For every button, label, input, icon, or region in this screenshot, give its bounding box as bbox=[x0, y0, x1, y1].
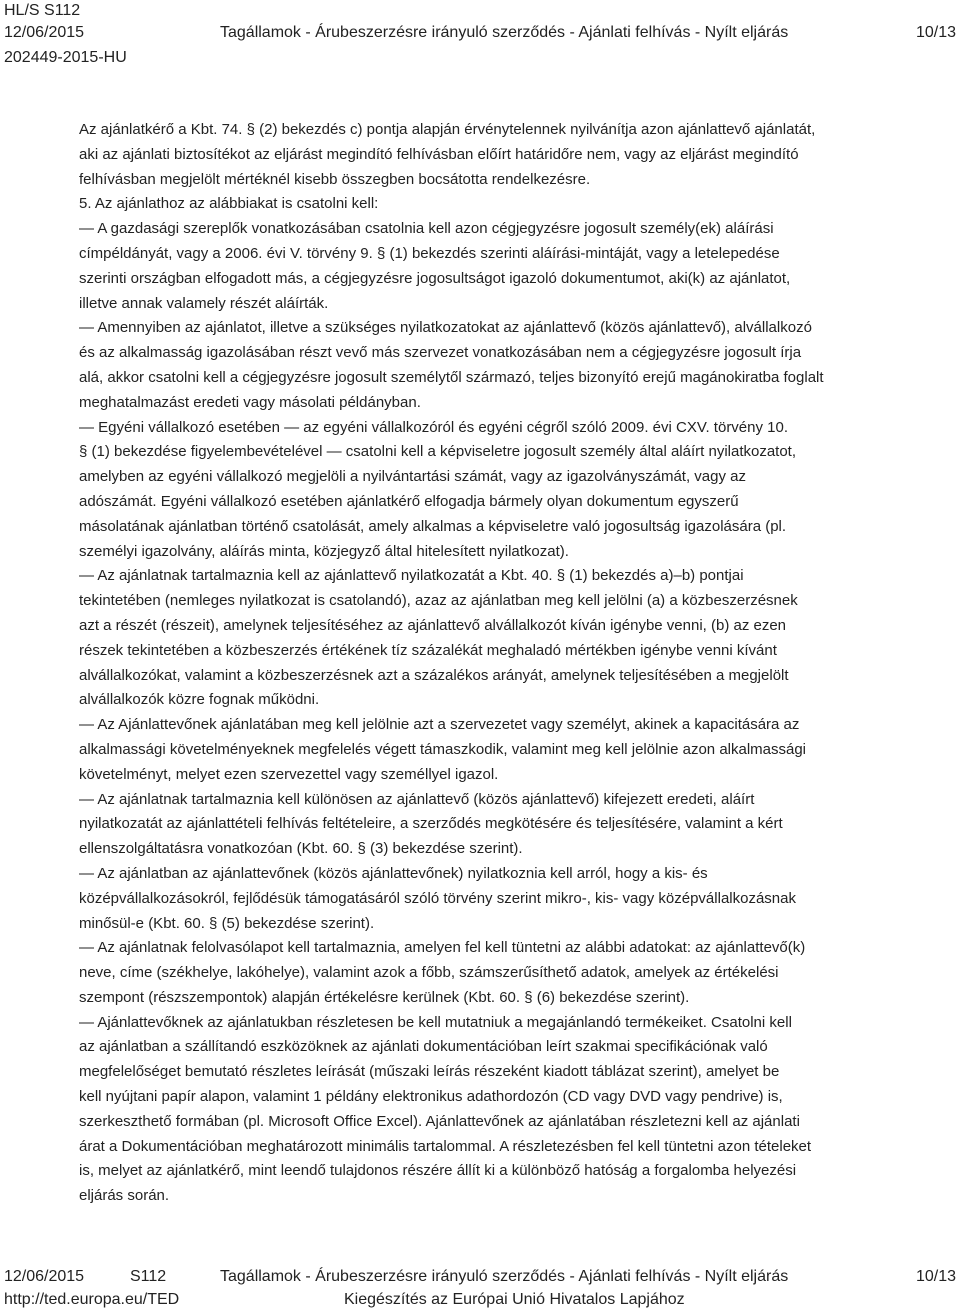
body-line: Az ajánlatkérő a Kbt. 74. § (2) bekezdés c) pontja alapján érvénytelennek nyilvánítja azon ajánlattevő ajánlatát, bbox=[79, 121, 816, 138]
body-line: szerinti országban elfogadott más, a cégjegyzésre jogosultságot igazoló dokumentumot, aki(k) az ajánlatot, bbox=[79, 269, 791, 287]
footer-page-number: 10/13 bbox=[915, 1268, 956, 1285]
body-line: alvállalkozókat, valamint a közbeszerzésnek azt a százalékos arányát, amelynek teljesítésében a megjelölt bbox=[79, 666, 789, 684]
body-line: megfelelőséget bemutató részletes leírását (műszaki leírás részeként kiadott táblázat szerint), amelyet be bbox=[79, 1063, 780, 1081]
body-line: és az alkalmasság igazolásában részt vevő más szervezet vonatkozásában nem a cégjegyzésre jogosult írja bbox=[79, 344, 802, 362]
footer-code: S112 bbox=[130, 1268, 167, 1285]
body-line: — Az ajánlatban az ajánlattevőnek (közös ajánlattevőnek) nyilatkoznia kell arról, hogy a kis- és bbox=[79, 864, 708, 882]
header-notice-id: 202449-2015-HU bbox=[4, 49, 127, 66]
header-code: HL/S S112 bbox=[4, 2, 81, 19]
body-line: — Egyéni vállalkozó esetében — az egyéni vállalkozóról és egyéni cégről szóló 2009. évi CXV. törvény 10. bbox=[79, 418, 789, 436]
body-line: adószámát. Egyéni vállalkozó esetében ajánlatkérő elfogadja bármely olyan dokumentum egyszerű bbox=[79, 492, 739, 510]
body-line: — Az ajánlatnak tartalmaznia kell az ajánlattevő nyilatkozatát a Kbt. 40. § (1) bekezdés a)–b) pontjai bbox=[79, 567, 744, 585]
body-line: meghatalmazást eredeti vagy másolati példányban. bbox=[79, 393, 421, 411]
body-line: nyilatkozatát az ajánlattételi felhívás feltételeire, a szerződés megkötésére és teljesítésére, valamint a kért bbox=[79, 815, 783, 833]
body-line: alvállalkozók közre fognak működni. bbox=[79, 691, 320, 709]
body-line: — Amennyiben az ajánlatot, illetve a szükséges nyilatkozatokat az ajánlattevő (közös ajánlattevő), alvállalkozó bbox=[79, 319, 812, 337]
body-line: alkalmassági követelményeknek megfelelés végett támaszkodik, valamint meg kell jelölnie azon alkalmassági bbox=[79, 740, 807, 758]
body-line: másolatának ajánlatban történő csatolását, amely alkalmas a képviseletre való jogosultság igazolására (pl. bbox=[79, 517, 787, 535]
footer-publisher: Kiegészítés az Európai Unió Hivatalos Lapjához bbox=[344, 1291, 685, 1308]
body-line: szempont (részszempontok) alapján értékelésre kerülnek (Kbt. 60. § (6) bekezdése szerint). bbox=[79, 988, 690, 1006]
body-line: — Az Ajánlattevőnek ajánlatában meg kell jelölnie azt a szervezetet vagy személyt, akinek a kapacitására az bbox=[79, 716, 800, 734]
body-line: címpéldányát, vagy a 2006. évi V. törvény 9. § (1) bekezdés szerinti aláírási-mintáját, vagy a letelepedése bbox=[79, 244, 780, 262]
body-line: § (1) bekezdése figyelembevételével — csatolni kell a képviseletre jogosult személy által aláírt nyilatkozatot, bbox=[79, 443, 797, 461]
body-line: — A gazdasági szereplők vonatkozásában csatolnia kell azon cégjegyzésre jogosult személy(ek) aláírási bbox=[79, 220, 774, 238]
body-line: alá, akkor csatolni kell a cégjegyzésre jogosult személytől származó, teljes bizonyító erejű magánokiratba foglalt bbox=[79, 368, 824, 386]
body-line: részek tekintetében a közbeszerzés értékének tíz százalékát meghaladó mértékben igénybe venni kívánt bbox=[79, 641, 777, 659]
body-line: amelyben az egyéni vállalkozó megjelöli a nyilvántartási számát, vagy az igazolványszámát, vagy az bbox=[79, 468, 746, 486]
body-line: árat a Dokumentációban meghatározott minimális tartalommal. A részletezésben fel kell tüntetni azon tételeket bbox=[79, 1137, 812, 1155]
header-page-number: 10/13 bbox=[915, 24, 956, 41]
body-line: felhívásban megjelölt mértéknél kisebb összegben bocsátotta rendelkezésre. bbox=[79, 170, 591, 188]
body-line: az ajánlatban a szállítandó eszközöknek az ajánlati dokumentációban leírt szakmai specifikációnak való bbox=[79, 1038, 768, 1056]
footer-title: Tagállamok - Árubeszerzésre irányuló szerződés - Ajánlati felhívás - Nyílt eljárás bbox=[220, 1268, 789, 1285]
body-line: személyi igazolvány, aláírás minta, közjegyző által hitelesített nyilatkozat). bbox=[79, 542, 569, 560]
document-body bbox=[79, 118, 959, 1209]
body-line: is, melyet az ajánlatkérő, mint leendő tulajdonos részére állít ki a különböző hatóság a forgalomba helyezési bbox=[79, 1162, 797, 1180]
body-line: neve, címe (székhelye, lakóhelye), valamint azok a főbb, számszerűsíthető adatok, amelyek az értékelési bbox=[79, 964, 779, 982]
body-line: középvállalkozásokról, fejlődésük támogatásáról szóló törvény szerint mikro-, kis- vagy középvállalkozásnak bbox=[79, 889, 796, 907]
body-line: — Az ajánlatnak felolvasólapot kell tartalmaznia, amelyen fel kell tüntetni az alábbi adatokat: az ajánlattevő(k) bbox=[79, 939, 806, 957]
header-title: Tagállamok - Árubeszerzésre irányuló szerződés - Ajánlati felhívás - Nyílt eljárás bbox=[220, 24, 789, 41]
body-line: illetve annak valamely részét aláírták. bbox=[79, 294, 329, 312]
footer-date: 12/06/2015 bbox=[4, 1268, 85, 1285]
body-line: aki az ajánlati biztosítékot az eljárást megindító felhívásban előírt határidőre nem, vagy az eljárást megindító bbox=[79, 145, 799, 163]
body-line: tekintetében (nemleges nyilatkozat is csatolandó), azaz az ajánlatban meg kell jelölni (a) a közbeszerzésnek bbox=[79, 592, 798, 610]
body-line: szerkeszthető formában (pl. Microsoft Office Excel). Ajánlattevőnek az ajánlatában részletezni kell az ajánlati bbox=[79, 1112, 800, 1130]
body-line: kell nyújtani papír alapon, valamint 1 példány elektronikus adathordozón (CD vagy DVD vagy pendrive) is, bbox=[79, 1088, 783, 1106]
body-line: eljárás során. bbox=[79, 1187, 170, 1205]
body-line: — Ajánlattevőknek az ajánlatukban részletesen be kell mutatniuk a megajánlandó termékeiket. Csatolni kell bbox=[79, 1013, 792, 1031]
body-line: minősül-e (Kbt. 60. § (5) bekezdése szerint). bbox=[79, 914, 375, 932]
footer-url-link[interactable]: http://ted.europa.eu/TED bbox=[4, 1291, 180, 1308]
body-line: azt a részét (részeit), amelynek teljesítéséhez az ajánlattevő alvállalkozót kíván igénybe venni, (b) az ezen bbox=[79, 616, 787, 634]
body-line: ellenszolgáltatásra vonatkozóan (Kbt. 60. § (3) bekezdése szerint). bbox=[79, 840, 523, 858]
body-line: — Az ajánlatnak tartalmaznia kell különösen az ajánlattevő (közös ajánlattevő) kifejezett eredeti, aláírt bbox=[79, 790, 755, 808]
body-line: követelményt, melyet ezen szervezettel vagy személlyel igazol. bbox=[79, 765, 499, 783]
header-date: 12/06/2015 bbox=[4, 24, 85, 41]
body-line: 5. Az ajánlathoz az alábbiakat is csatolni kell: bbox=[79, 195, 379, 213]
